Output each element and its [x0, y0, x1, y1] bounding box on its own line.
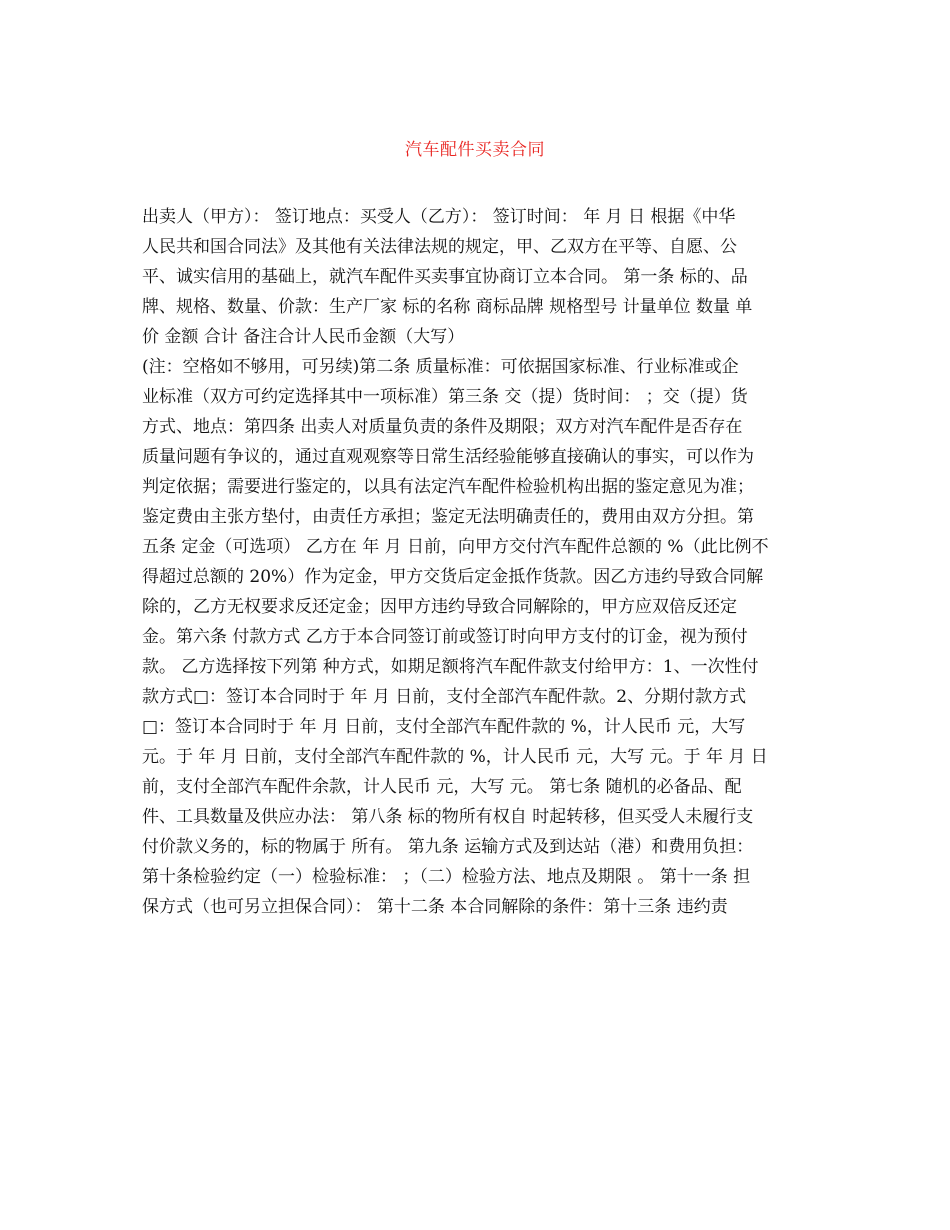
body-line: 鉴定费由主张方垫付，由责任方承担；鉴定无法明确责任的，费用由双方分担。第	[142, 507, 754, 527]
body-line: 判定依据；需要进行鉴定的，以具有法定汽车配件检验机构出据的鉴定意见为准；	[142, 477, 754, 497]
body-line: (注：空格如不够用，可另续)第二条 质量标准：可依据国家标准、行业标准或企	[142, 357, 739, 377]
body-line: 牌、规格、数量、价款：生产厂家 标的名称 商标品牌 规格型号 计量单位 数量 单	[142, 297, 753, 317]
body-line: 前，支付全部汽车配件余款，计人民币 元，大写 元。 第七条 随机的必备品、配	[142, 777, 742, 797]
body-line: 金。第六条 付款方式 乙方于本合同签订前或签订时向甲方支付的订金，视为预付	[142, 627, 748, 647]
body-line: □：签订本合同时于 年 月 日前，支付全部汽车配件款的 %，计人民币 元，大写	[142, 717, 746, 737]
body-line: 件、工具数量及供应办法： 第八条 标的物所有权自 时起转移，但买受人未履行支	[142, 807, 754, 827]
body-line: 保方式（也可另立担保合同）： 第十二条 本合同解除的条件：第十三条 违约责	[142, 897, 728, 917]
body-line: 业标准（双方可约定选择其中一项标准）第三条 交（提）货时间： ；交（提）货	[142, 387, 748, 407]
body-line: 质量问题有争议的，通过直观观察等日常生活经验能够直接确认的事实，可以作为	[142, 447, 754, 467]
body-line: 付价款义务的，标的物属于 所有。 第九条 运输方式及到达站（港）和费用负担：	[142, 837, 754, 857]
body-line: 人民共和国合同法》及其他有关法律法规的规定，甲、乙双方在平等、自愿、公	[142, 237, 737, 257]
contract-body	[142, 202, 822, 922]
body-line: 五条 定金（可选项） 乙方在 年 月 日前，向甲方交付汽车配件总额的 %（此比例不	[142, 537, 769, 557]
body-line: 价 金额 合计 备注合计人民币金额（大写）	[142, 327, 465, 347]
document-title: 汽车配件买卖合同	[405, 140, 545, 160]
body-line: 方式、地点：第四条 出卖人对质量负责的条件及期限；双方对汽车配件是否存在	[142, 417, 743, 437]
body-line: 款。 乙方选择按下列第 种方式，如期足额将汽车配件款支付给甲方：1、一次性付	[142, 657, 759, 677]
body-line: 平、诚实信用的基础上，就汽车配件买卖事宜协商订立本合同。 第一条 标的、品	[142, 267, 748, 287]
body-line: 第十条检验约定（一）检验标准： ；（二）检验方法、地点及期限 。 第十一条 担	[142, 867, 751, 887]
body-line: 得超过总额的 20%）作为定金，甲方交货后定金抵作货款。因乙方违约导致合同解	[142, 567, 764, 587]
body-line: 元。于 年 月 日前，支付全部汽车配件款的 %，计人民币 元，大写 元。于 年 月 日	[142, 747, 768, 767]
body-line: 款方式□：签订本合同时于 年 月 日前，支付全部汽车配件款。2、分期付款方式	[142, 687, 747, 707]
body-line: 出卖人（甲方）： 签订地点：买受人（乙方）： 签订时间： 年 月 日 根据《中华	[142, 207, 736, 227]
body-line: 除的，乙方无权要求反还定金；因甲方违约导致合同解除的，甲方应双倍反还定	[142, 597, 737, 617]
